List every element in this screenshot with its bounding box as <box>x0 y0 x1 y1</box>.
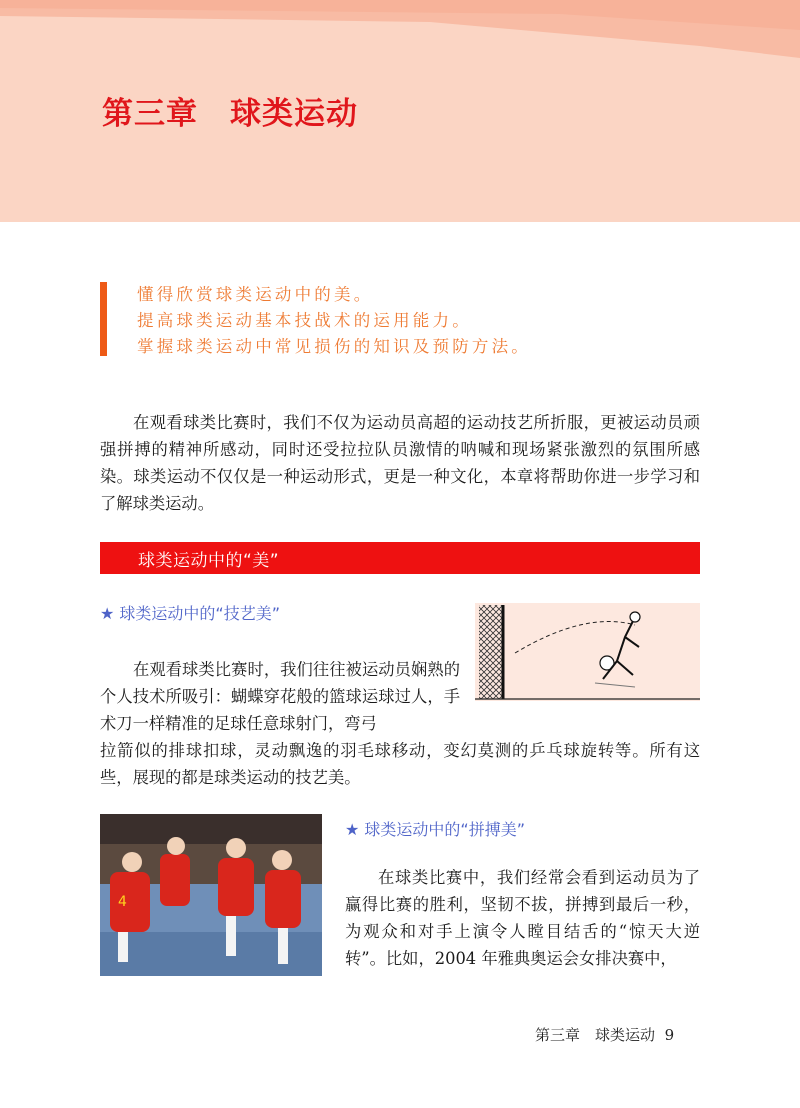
page-number: 9 <box>664 1026 675 1044</box>
chapter-header-band <box>0 0 800 222</box>
skill-beauty-paragraph-continued: 拉箭似的排球扣球，灵动飘逸的羽毛球移动，变幻莫测的乒乓球旋转等。所有这些，展现的都是球类运动的技艺美。 <box>100 741 700 787</box>
section-heading-bar <box>100 542 700 574</box>
fight-beauty-heading: ★ 球类运动中的“拼搏美” <box>345 820 526 839</box>
skill-beauty-heading: ★ 球类运动中的“技艺美” <box>100 604 281 623</box>
intro-paragraph: 在观看球类比赛时，我们不仅为运动员高超的运动技艺所折服，更被运动员顽强拼搏的精神所感动，同时还受拉拉队员激情的呐喊和现场紧张激烈的氛围所感染。球类运动不仅仅是一种运动形式，更是一种文化，本章将帮助你进一步学习和了解球类运动。 <box>100 413 700 513</box>
objective-item: 掌握球类运动中常见损伤的知识及预防方法。 <box>137 337 531 356</box>
objective-item: 懂得欣赏球类运动中的美。 <box>137 285 374 304</box>
fight-beauty-paragraph: 在球类比赛中，我们经常会看到运动员为了赢得比赛的胜利，坚韧不拔，拼搏到最后一秒，为观众和对手上演令人瞠目结舌的“惊天大逆转”。比如，2004 年雅典奥运会女排决赛中， <box>345 868 700 968</box>
objective-item: 提高球类运动基本技战术的运用能力。 <box>137 311 472 330</box>
objectives-list <box>137 282 531 360</box>
objectives-accent-bar <box>100 282 107 356</box>
chapter-title: 第三章 球类运动 <box>102 96 358 132</box>
section-title: 球类运动中的“美” <box>138 551 280 571</box>
skill-beauty-paragraph: 在观看球类比赛时，我们往往被运动员娴熟的个人技术所吸引：蝴蝶穿花般的篮球运球过人，手术刀一样精准的足球任意球射门，弯弓 <box>100 660 460 733</box>
page-footer <box>535 1024 674 1045</box>
svg-text:4: 4 <box>118 894 127 910</box>
volleyball-celebration-photo <box>100 814 322 976</box>
footer-chapter-label: 第三章 球类运动 <box>535 1026 656 1044</box>
soccer-free-kick-illustration <box>475 603 700 701</box>
